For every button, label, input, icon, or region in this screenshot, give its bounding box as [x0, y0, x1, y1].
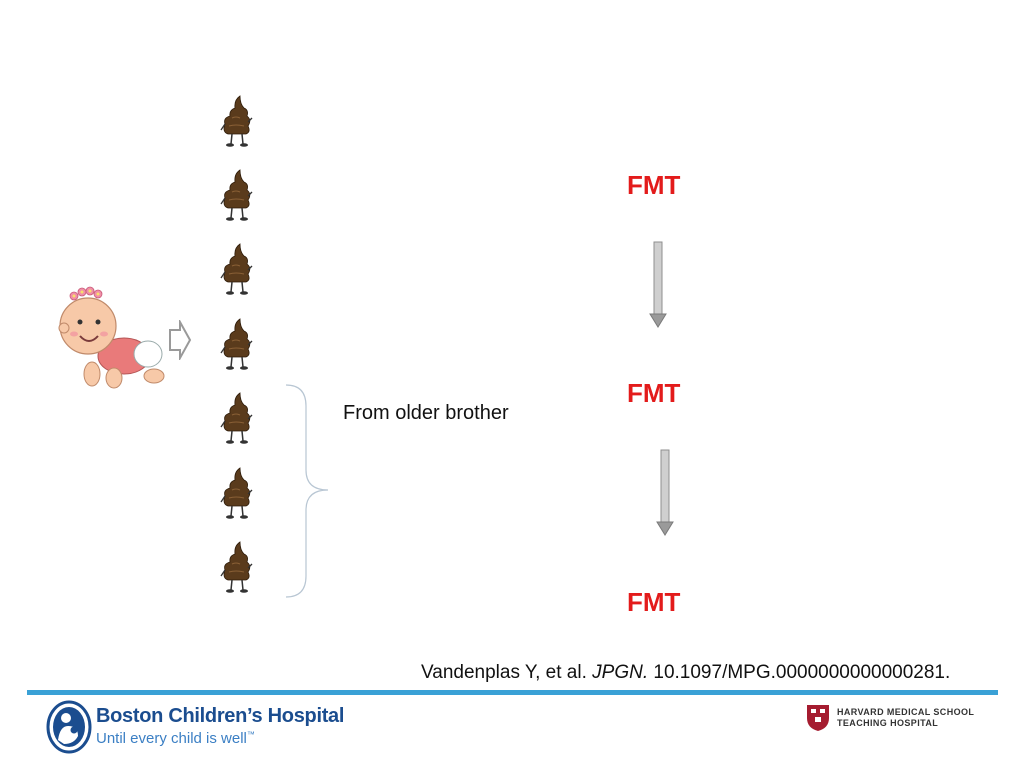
poop-character-icon: [220, 94, 254, 150]
citation-authors: Vandenplas Y, et al.: [421, 662, 587, 683]
hms-line-1: HARVARD MEDICAL SCHOOL: [837, 707, 975, 717]
footer-divider: [27, 690, 998, 695]
gray-down-arrow-icon: [648, 240, 668, 330]
tagline-trademark: ™: [246, 730, 255, 739]
poop-character-icon: [220, 391, 254, 447]
crawling-baby-icon: [52, 282, 168, 394]
boston-childrens-logo-icon: [46, 700, 92, 754]
poop-character-icon: [220, 168, 254, 224]
hospital-name: Boston Children’s Hospital: [96, 705, 345, 727]
citation-doi: 10.1097/MPG.0000000000000281.: [653, 662, 951, 683]
from-older-brother-label: From older brother: [343, 402, 509, 424]
citation-journal: JPGN.: [592, 662, 649, 683]
hospital-tagline: [96, 730, 255, 747]
poop-character-icon: [220, 317, 254, 373]
fmt-label: FMT: [627, 378, 681, 408]
hms-label: [837, 707, 974, 729]
poop-character-icon: [220, 466, 254, 522]
gray-down-arrow-icon: [655, 448, 675, 538]
poop-character-icon: [220, 242, 254, 298]
citation: [421, 662, 950, 684]
poop-character-icon: [220, 540, 254, 596]
brace-bracket: [284, 384, 334, 598]
hospital-tagline-text: Until every child is well: [96, 730, 247, 747]
gray-right-arrow-icon: [168, 320, 192, 360]
fmt-label: FMT: [627, 170, 681, 200]
hms-line-2: TEACHING HOSPITAL: [837, 718, 939, 728]
harvard-shield-icon: [806, 704, 830, 732]
fmt-label: FMT: [627, 587, 681, 617]
